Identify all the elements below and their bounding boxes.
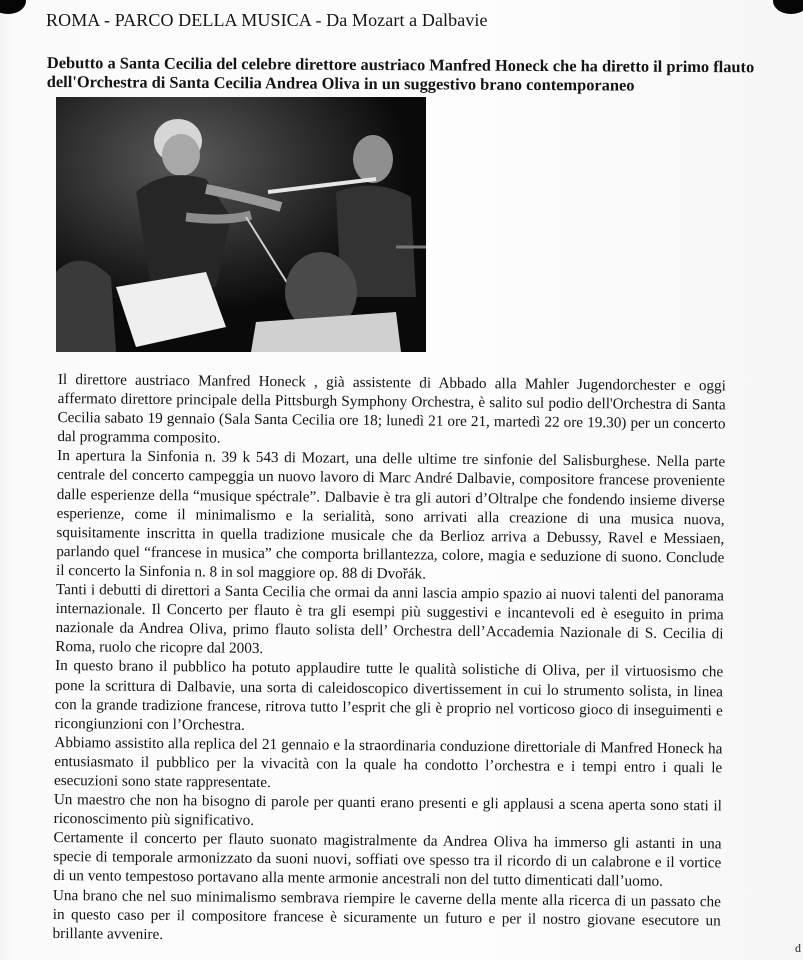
paragraph: Una brano che nel suo minimalismo sembrava riempire le caverne della mente alla ricerca di un passato che in questo caso per il compositore francese è sicuramente un futuro e per il nostro giovane esecutore un brillante avvenire. <box>52 886 722 943</box>
paragraph: Certamente il concerto per flauto suonato magistralmente da Andrea Oliva ha immerso gli astanti in una specie di temporale armonizzato da suoni nuovi, soffiati ove spesso tra il ricordo di un calabrone e il vortice di un vento tempestoso portavano alla mente armonie ancestrali non del tutto dimenticati dall’uomo. <box>53 829 722 891</box>
article-body <box>53 370 726 949</box>
page-edge-mark: d <box>795 941 801 955</box>
paragraph: Tanti i debutti di direttori a Santa Cecilia che ormai da anni lascia ampio spazio ai nuovi talenti del panorama internazionale. Il Concerto per flauto è tra gli esempi più suggestivi e incantevoli ed è eseguito in prima nazionale da Andrea Oliva, primo flauto solista dell’ Orchestra dell’Accademia Nazionale di S. Cecilia di Roma, ruolo che ricopre dal 2003. <box>55 581 724 658</box>
conductor-and-flutist-photo <box>56 97 426 352</box>
paragraph: Un maestro che non ha bisogno di parole per quanti erano presenti e gli applausi a scena aperta sono stati il riconoscimento più significativo. <box>53 791 722 830</box>
paragraph: Abbiamo assistito alla replica del 21 gennaio e la straordinaria conduzione direttoriale di Manfred Honeck ha entusiasmato il pubblico per la vivacità con la quale ha condotto l’orchestra e i tempi entro i quali le esecuzioni sono state rappresentate. <box>53 733 723 792</box>
paragraph: Il direttore austriaco Manfred Honeck , già assistente di Abbado alla Mahler Jugendorchester e oggi affermato direttore principale della Pittsburgh Symphony Orchestra, è salito sul podio dell'Orchestra di Santa Cecilia sabato 19 gennaio (Sala Santa Cecilia ore 18; lunedì 21 ore 21, martedì 22 ore 19.30) per un concerto dal programma composito. <box>57 370 726 447</box>
concert-photo <box>56 97 426 352</box>
article-headline: Debutto a Santa Cecilia del celebre direttore austriaco Manfred Honeck che ha diretto il primo flauto dell'Orchestra di Santa Cecilia Andrea Oliva in un suggestivo brano contemporaneo <box>46 53 755 95</box>
section-header: ROMA - PARCO DELLA MUSICA - Da Mozart a Dalbavie <box>46 10 488 30</box>
binder-hole-right <box>773 0 803 14</box>
paragraph: In apertura la Sinfonia n. 39 k 543 di Mozart, una delle ultime tre sinfonie del Salisburghese. Nella parte centrale del concerto campeggia un nuovo lavoro di Marc André Dalbavie, compositore francese proveniente dalle esperienze della “musique spéctrale”. Dalbavie è tra gli autori d’Oltralpe che fondendo insieme diverse esperienze, come il minimalismo e la serialità, sono arrivati alla creazione di una musica nuova, squisitamente inscritta in quella tradizione musicale che da Berlioz arriva a Debussy, Ravel e Messiaen, parlando quel “francese in musica” che comporta brillantezza, colore, magia e seduzione di suono. Conclude il concerto la Sinfonia n. 8 in sol maggiore op. 88 di Dvořák. <box>55 447 726 583</box>
paragraph: In questo brano il pubblico ha potuto applaudire tutte le qualità solistiche di Oliva, per il virtuosismo che pone la scrittura di Dalbavie, una sorta di caleidoscopico divertissement in cui lo strumento solista, in linea con la grande tradizione francese, ritrova tutto l’esprit che gli è proprio nel vorticoso gioco di inseguimenti e ricongiunzioni con l’Orchestra. <box>54 657 724 734</box>
binder-hole-left <box>0 0 26 14</box>
